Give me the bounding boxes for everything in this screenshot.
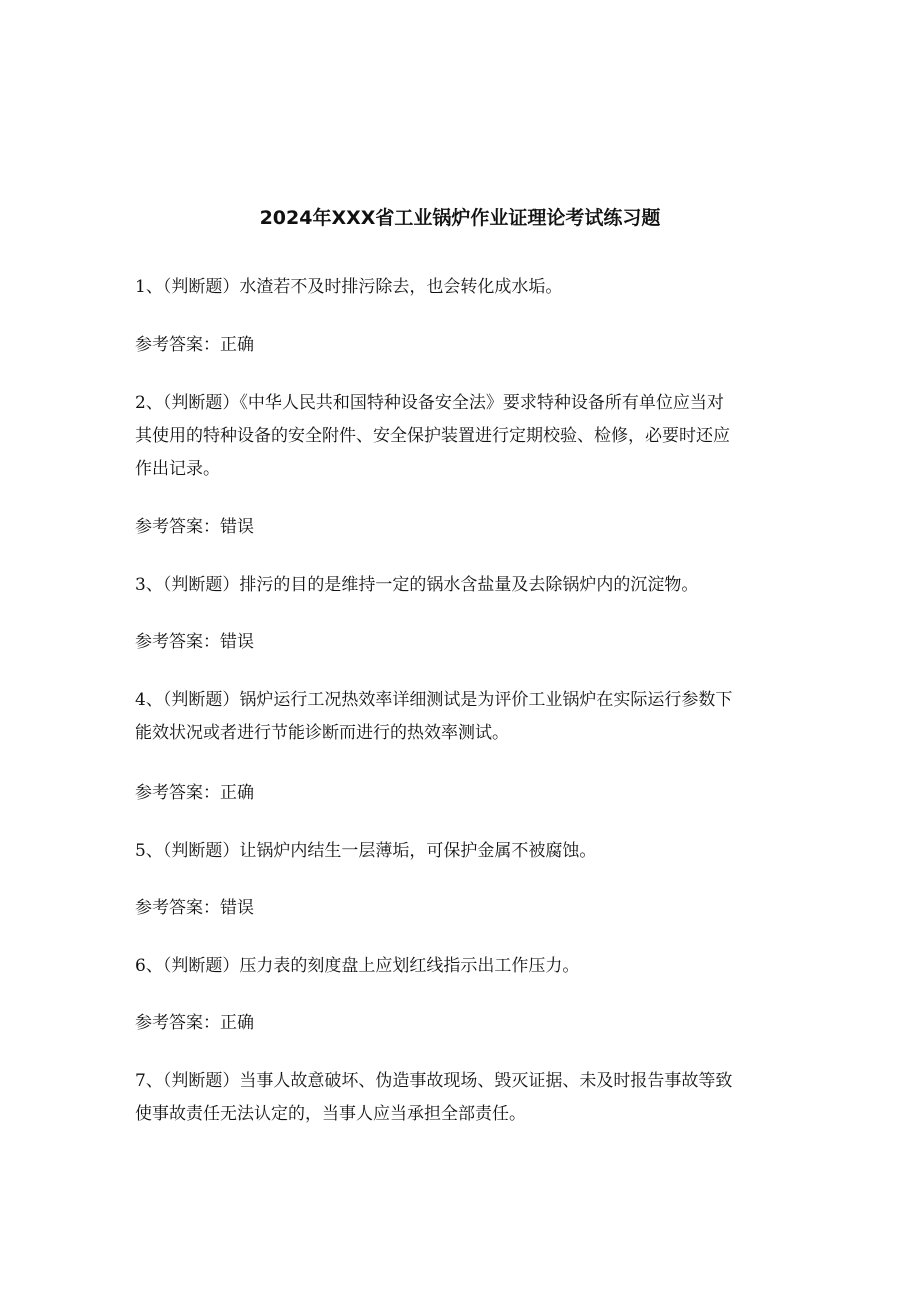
answer-text: 参考答案：正确 bbox=[135, 783, 254, 803]
question-1 bbox=[135, 271, 790, 304]
question-5 bbox=[135, 835, 790, 868]
question-text-line: 5、（判断题）让锅炉内结生一层薄垢，可保护金属不被腐蚀。 bbox=[135, 841, 597, 861]
question-6 bbox=[135, 950, 790, 983]
answer-text: 参考答案：错误 bbox=[135, 517, 254, 537]
question-text-line: 使事故责任无法认定的，当事人应当承担全部责任。 bbox=[135, 1104, 526, 1124]
question-4 bbox=[135, 684, 790, 750]
answer-6 bbox=[135, 1007, 790, 1040]
question-text-line: 7、（判断题）当事人故意破坏、伪造事故现场、毁灭证据、未及时报告事故等致 bbox=[135, 1071, 733, 1091]
answer-1 bbox=[135, 329, 790, 362]
answer-text: 参考答案：正确 bbox=[135, 1013, 254, 1033]
question-text-line: 能效状况或者进行节能诊断而进行的热效率测试。 bbox=[135, 723, 509, 743]
question-text-line: 3、（判断题）排污的目的是维持一定的锅水含盐量及去除锅炉内的沉淀物。 bbox=[135, 575, 699, 595]
question-text-line: 其使用的特种设备的安全附件、安全保护装置进行定期校验、检修，必要时还应 bbox=[135, 426, 730, 446]
question-text-line: 6、（判断题）压力表的刻度盘上应划红线指示出工作压力。 bbox=[135, 956, 580, 976]
question-2 bbox=[135, 387, 790, 486]
answer-3 bbox=[135, 626, 790, 659]
question-text-line: 作出记录。 bbox=[135, 459, 220, 479]
question-text-line: 1、（判断题）水渣若不及时排污除去，也会转化成水垢。 bbox=[135, 277, 563, 297]
question-text-line: 2、（判断题）《中华人民共和国特种设备安全法》要求特种设备所有单位应当对 bbox=[135, 393, 724, 413]
question-7 bbox=[135, 1065, 790, 1131]
answer-text: 参考答案：错误 bbox=[135, 632, 254, 652]
answer-text: 参考答案：正确 bbox=[135, 335, 254, 355]
answer-text: 参考答案：错误 bbox=[135, 898, 254, 918]
question-text-line: 4、（判断题）锅炉运行工况热效率详细测试是为评价工业锅炉在实际运行参数下 bbox=[135, 690, 733, 710]
question-3 bbox=[135, 569, 790, 602]
answer-2 bbox=[135, 511, 790, 544]
document-title: 2024年XXX省工业锅炉作业证理论考试练习题 bbox=[259, 207, 661, 229]
answer-4 bbox=[135, 777, 790, 810]
answer-5 bbox=[135, 892, 790, 925]
